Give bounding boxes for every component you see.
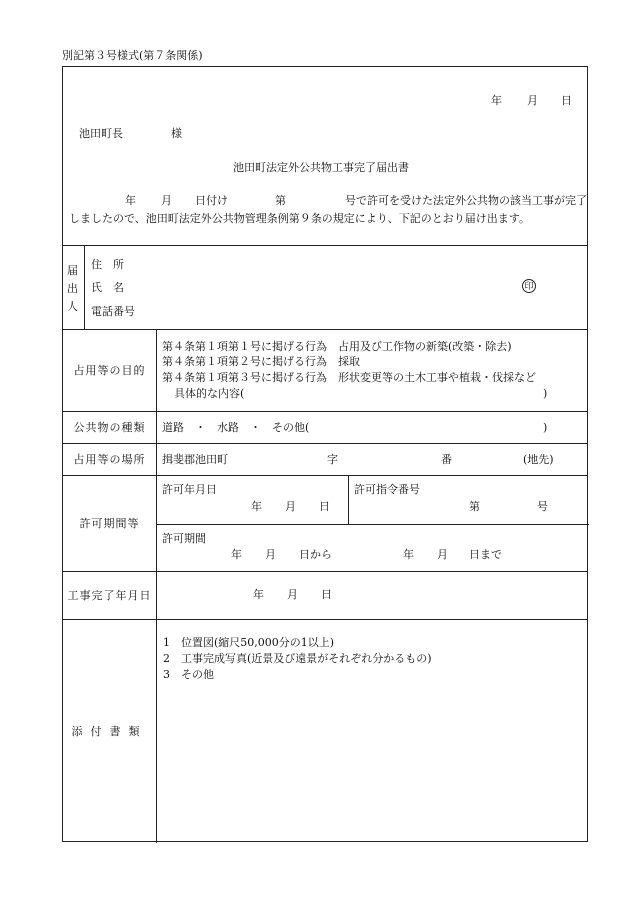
rule-label-column <box>156 329 157 843</box>
attachment-item-3: 3 その他 <box>163 668 214 681</box>
applicant-label-2: 出 <box>67 282 78 295</box>
document-title: 池田町法定外公共物工事完了届出書 <box>233 161 409 174</box>
location-ban: 番 <box>441 453 452 466</box>
attachments-label: 添付書類 <box>71 725 148 738</box>
date-year: 年 <box>491 94 502 107</box>
form-number-label: 別記第３号様式(第７条関係) <box>62 49 203 62</box>
phone-label: 電話番号 <box>91 305 135 318</box>
purpose-detail-close: ) <box>543 387 548 400</box>
purpose-detail-open: 具体的な内容( <box>174 387 245 400</box>
public-type-close: ) <box>543 421 548 434</box>
permit-number-dai: 第 <box>469 500 480 513</box>
permit-date-month: 月 <box>285 500 296 513</box>
date-month: 月 <box>527 94 538 107</box>
purpose-line-2: 第４条第１項第２号に掲げる行為 採取 <box>162 355 360 368</box>
permit-period-label: 許可期間 <box>162 532 206 545</box>
rule-permit-inner <box>156 524 589 525</box>
name-label: 氏 名 <box>91 281 124 294</box>
applicant-label-3: 人 <box>67 300 78 313</box>
purpose-label: 占用等の目的 <box>73 364 146 377</box>
completion-month: 月 <box>287 588 298 601</box>
public-type-label: 公共物の種類 <box>73 421 146 434</box>
location-chisaki: (地先) <box>523 453 554 466</box>
permit-date-day: 日 <box>319 500 330 513</box>
completion-day: 日 <box>321 588 332 601</box>
permit-date-label: 許可年月日 <box>162 483 217 496</box>
permit-label: 許可期間等 <box>79 517 140 530</box>
address-label: 住 所 <box>91 258 124 271</box>
body-month: 月 <box>161 194 172 207</box>
body-dai: 第 <box>275 194 286 207</box>
period-to-month: 月 <box>437 548 448 561</box>
body-line2: しましたので、池田町法定外公共物管理条例第９条の規定により、下記のとおり届け出ます。 <box>69 212 530 225</box>
rule-applicant-column <box>84 245 85 329</box>
applicant-label-1: 届 <box>67 264 78 277</box>
public-type-options: 道路 ・ 水路 ・ その他( <box>162 421 310 434</box>
body-line1-rest: 号で許可を受けた法定外公共物の該当工事が完了 <box>345 194 587 207</box>
body-year: 年 <box>125 194 136 207</box>
body-day-dated: 日付け <box>195 194 228 207</box>
honorific: 様 <box>171 127 182 140</box>
period-from-month: 月 <box>265 548 276 561</box>
period-from-year: 年 <box>231 548 242 561</box>
permit-number-go: 号 <box>537 500 548 513</box>
location-aza: 字 <box>327 453 338 466</box>
period-to-year: 年 <box>403 548 414 561</box>
date-day: 日 <box>561 94 572 107</box>
attachment-item-1: 1 位置図(縮尺50,000分の1以上) <box>163 636 335 649</box>
location-label: 占用等の場所 <box>73 453 146 466</box>
rule-permit-split <box>348 475 349 524</box>
completion-label: 工事完了年月日 <box>67 589 152 602</box>
permit-number-label: 許可指令番号 <box>354 483 420 496</box>
location-district: 揖斐郡池田町 <box>162 453 228 466</box>
permit-date-year: 年 <box>251 500 262 513</box>
purpose-line-1: 第４条第１項第１号に掲げる行為 占用及び工作物の新築(改築・除去) <box>162 340 512 353</box>
completion-year: 年 <box>253 588 264 601</box>
attachment-item-2: 2 工事完成写真(近景及び遠景がそれぞれ分かるもの) <box>163 652 432 665</box>
addressee: 池田町長 <box>79 127 123 140</box>
period-to-day: 日まで <box>469 548 502 561</box>
purpose-line-3: 第４条第１項第３号に掲げる行為 形状変更等の土木工事や植栽・伐採など <box>162 371 536 384</box>
rule-after-header <box>63 245 587 246</box>
period-from-day: 日から <box>299 548 332 561</box>
seal-mark: 印 <box>522 279 536 293</box>
notification-form <box>62 66 588 842</box>
